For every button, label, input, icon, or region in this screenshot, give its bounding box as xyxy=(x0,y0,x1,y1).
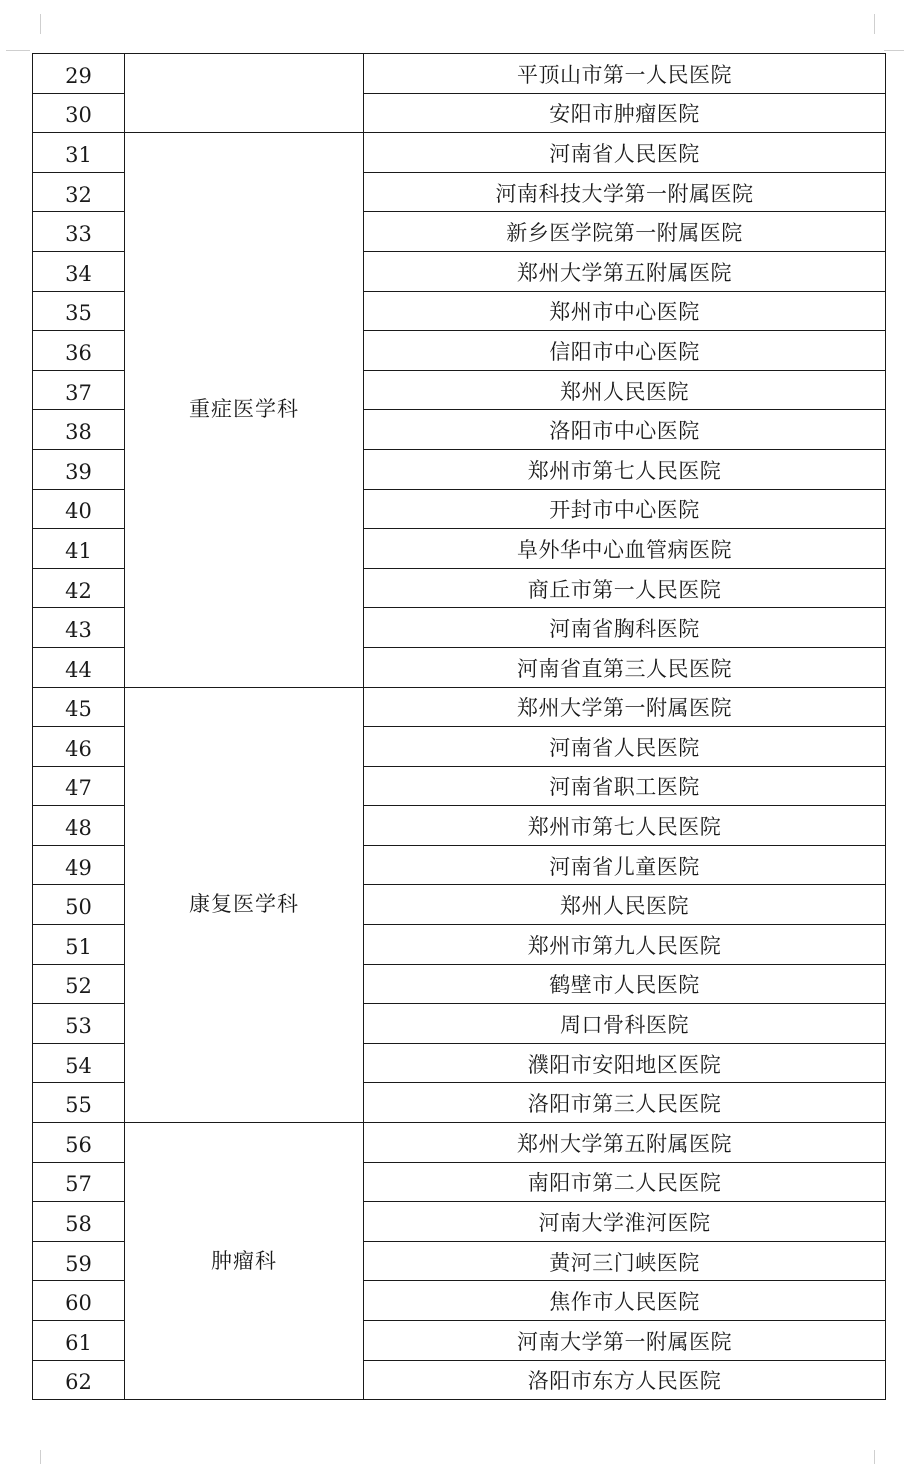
row-number: 36 xyxy=(65,340,92,365)
row-number: 34 xyxy=(65,261,92,286)
row-number: 44 xyxy=(65,657,92,682)
table-body xyxy=(33,54,886,1400)
hospital-cell xyxy=(364,54,886,94)
row-number: 38 xyxy=(65,420,92,445)
row-number: 50 xyxy=(65,895,92,920)
department-cell xyxy=(125,54,364,133)
row-number-cell xyxy=(33,370,125,410)
hospital-cell xyxy=(364,1043,886,1083)
row-number: 54 xyxy=(65,1053,92,1078)
hospital-name: 郑州市第九人民医院 xyxy=(527,933,722,958)
row-number-cell xyxy=(33,529,125,569)
row-number: 42 xyxy=(65,578,92,603)
row-number-cell xyxy=(33,608,125,648)
row-number-cell xyxy=(33,1241,125,1281)
hospital-name: 洛阳市第三人民医院 xyxy=(527,1092,722,1117)
hospital-name: 周口骨科医院 xyxy=(560,1013,689,1038)
row-number-cell xyxy=(33,1202,125,1242)
row-number: 33 xyxy=(65,222,92,247)
hospital-cell xyxy=(364,1123,886,1163)
hospital-name: 河南省人民医院 xyxy=(549,141,700,166)
row-number: 30 xyxy=(65,103,92,128)
row-number-cell xyxy=(33,54,125,94)
row-number: 37 xyxy=(65,380,92,405)
row-number: 51 xyxy=(65,934,92,959)
hospital-cell xyxy=(364,727,886,767)
hospital-cell xyxy=(364,608,886,648)
hospital-name: 开封市中心医院 xyxy=(549,498,700,523)
row-number-cell xyxy=(33,727,125,767)
row-number: 41 xyxy=(65,538,92,563)
hospital-cell xyxy=(364,845,886,885)
row-number-cell xyxy=(33,845,125,885)
hospital-name: 阜外华中心血管病医院 xyxy=(517,537,732,562)
row-number: 56 xyxy=(65,1132,92,1157)
row-number-cell xyxy=(33,1281,125,1321)
page-corner-mark xyxy=(884,50,904,51)
hospital-cell xyxy=(364,1162,886,1202)
hospital-cell xyxy=(364,1321,886,1361)
hospital-cell xyxy=(364,1083,886,1123)
row-number-cell xyxy=(33,331,125,371)
hospital-name: 郑州人民医院 xyxy=(560,894,689,919)
row-number-cell xyxy=(33,647,125,687)
hospital-name: 鹤壁市人民医院 xyxy=(549,973,700,998)
row-number-cell xyxy=(33,964,125,1004)
hospital-name: 河南省胸科医院 xyxy=(549,617,700,642)
hospital-name: 郑州市第七人民医院 xyxy=(527,815,722,840)
department-cell xyxy=(125,687,364,1123)
row-number-cell xyxy=(33,410,125,450)
hospital-name: 郑州大学第一附属医院 xyxy=(517,696,732,721)
hospital-cell xyxy=(364,1241,886,1281)
hospital-cell xyxy=(364,964,886,1004)
row-number: 32 xyxy=(65,182,92,207)
row-number: 53 xyxy=(65,1014,92,1039)
row-number: 52 xyxy=(65,974,92,999)
department-name: 康复医学科 xyxy=(189,892,299,917)
hospital-cell xyxy=(364,291,886,331)
department-cell xyxy=(125,133,364,687)
row-number-cell xyxy=(33,687,125,727)
row-number: 29 xyxy=(65,63,92,88)
hospital-name: 郑州市中心医院 xyxy=(549,300,700,325)
row-number: 31 xyxy=(65,142,92,167)
hospital-name: 平顶山市第一人民医院 xyxy=(517,62,732,87)
page-corner-mark xyxy=(874,1450,875,1464)
page-corner-mark xyxy=(874,14,875,34)
page-corner-mark xyxy=(6,50,30,51)
hospital-cell xyxy=(364,93,886,133)
row-number-cell xyxy=(33,449,125,489)
row-number-cell xyxy=(33,133,125,173)
table-row xyxy=(33,687,886,727)
row-number: 48 xyxy=(65,816,92,841)
row-number-cell xyxy=(33,1162,125,1202)
hospital-name: 郑州大学第五附属医院 xyxy=(517,260,732,285)
hospital-cell xyxy=(364,925,886,965)
row-number: 62 xyxy=(65,1370,92,1395)
hospital-cell xyxy=(364,251,886,291)
hospital-cell xyxy=(364,331,886,371)
department-name: 重症医学科 xyxy=(189,397,299,422)
table-row xyxy=(33,1123,886,1163)
hospital-name: 新乡医学院第一附属医院 xyxy=(506,221,743,246)
department-cell xyxy=(125,1123,364,1400)
hospital-cell xyxy=(364,806,886,846)
row-number-cell xyxy=(33,1004,125,1044)
hospital-cell xyxy=(364,449,886,489)
hospital-name: 河南省儿童医院 xyxy=(549,854,700,879)
hospital-cell xyxy=(364,1004,886,1044)
hospital-name: 河南省职工医院 xyxy=(549,775,700,800)
hospital-name: 郑州市第七人民医院 xyxy=(527,458,722,483)
row-number: 59 xyxy=(65,1251,92,1276)
row-number: 45 xyxy=(65,697,92,722)
row-number-cell xyxy=(33,1083,125,1123)
hospital-name: 濮阳市安阳地区医院 xyxy=(527,1052,722,1077)
row-number-cell xyxy=(33,93,125,133)
hospital-name: 河南大学第一附属医院 xyxy=(517,1329,732,1354)
row-number-cell xyxy=(33,1360,125,1400)
hospital-cell xyxy=(364,568,886,608)
row-number-cell xyxy=(33,1123,125,1163)
hospital-name: 河南省直第三人民医院 xyxy=(517,656,732,681)
hospital-name: 洛阳市东方人民医院 xyxy=(527,1369,722,1394)
hospital-cell xyxy=(364,687,886,727)
hospital-cell xyxy=(364,885,886,925)
hospital-name: 商丘市第一人民医院 xyxy=(527,577,722,602)
row-number: 35 xyxy=(65,301,92,326)
hospital-cell xyxy=(364,212,886,252)
hospital-name: 焦作市人民医院 xyxy=(549,1290,700,1315)
table-row xyxy=(33,54,886,94)
hospital-cell xyxy=(364,410,886,450)
row-number: 57 xyxy=(65,1172,92,1197)
row-number-cell xyxy=(33,172,125,212)
hospital-cell xyxy=(364,647,886,687)
hospital-name: 黄河三门峡医院 xyxy=(549,1250,700,1275)
hospital-cell xyxy=(364,489,886,529)
page-corner-mark xyxy=(40,14,41,34)
row-number-cell xyxy=(33,291,125,331)
row-number: 40 xyxy=(65,499,92,524)
row-number: 60 xyxy=(65,1291,92,1316)
hospital-cell xyxy=(364,766,886,806)
hospital-cell xyxy=(364,1202,886,1242)
row-number-cell xyxy=(33,251,125,291)
hospital-name: 南阳市第二人民医院 xyxy=(527,1171,722,1196)
row-number: 49 xyxy=(65,855,92,880)
row-number-cell xyxy=(33,489,125,529)
hospital-cell xyxy=(364,172,886,212)
row-number-cell xyxy=(33,1043,125,1083)
row-number-cell xyxy=(33,568,125,608)
hospital-cell xyxy=(364,133,886,173)
row-number: 47 xyxy=(65,776,92,801)
row-number-cell xyxy=(33,925,125,965)
hospital-name: 洛阳市中心医院 xyxy=(549,419,700,444)
row-number: 55 xyxy=(65,1093,92,1118)
hospital-cell xyxy=(364,529,886,569)
row-number-cell xyxy=(33,806,125,846)
row-number-cell xyxy=(33,1321,125,1361)
hospital-cell xyxy=(364,370,886,410)
row-number-cell xyxy=(33,766,125,806)
hospital-name: 安阳市肿瘤医院 xyxy=(549,102,700,127)
hospital-name: 河南科技大学第一附属医院 xyxy=(495,181,754,206)
hospital-name: 信阳市中心医院 xyxy=(549,339,700,364)
row-number: 46 xyxy=(65,736,92,761)
row-number: 61 xyxy=(65,1330,92,1355)
department-name: 肿瘤科 xyxy=(211,1248,277,1273)
hospital-cell xyxy=(364,1281,886,1321)
hospital-cell xyxy=(364,1360,886,1400)
row-number: 39 xyxy=(65,459,92,484)
table-row xyxy=(33,133,886,173)
page-corner-mark xyxy=(40,1450,41,1464)
hospital-name: 郑州大学第五附属医院 xyxy=(517,1131,732,1156)
row-number: 58 xyxy=(65,1212,92,1237)
hospital-name: 河南省人民医院 xyxy=(549,735,700,760)
hospital-name: 郑州人民医院 xyxy=(560,379,689,404)
hospital-list-table xyxy=(32,53,886,1400)
row-number-cell xyxy=(33,212,125,252)
hospital-name: 河南大学淮河医院 xyxy=(538,1211,711,1236)
row-number-cell xyxy=(33,885,125,925)
row-number: 43 xyxy=(65,618,92,643)
